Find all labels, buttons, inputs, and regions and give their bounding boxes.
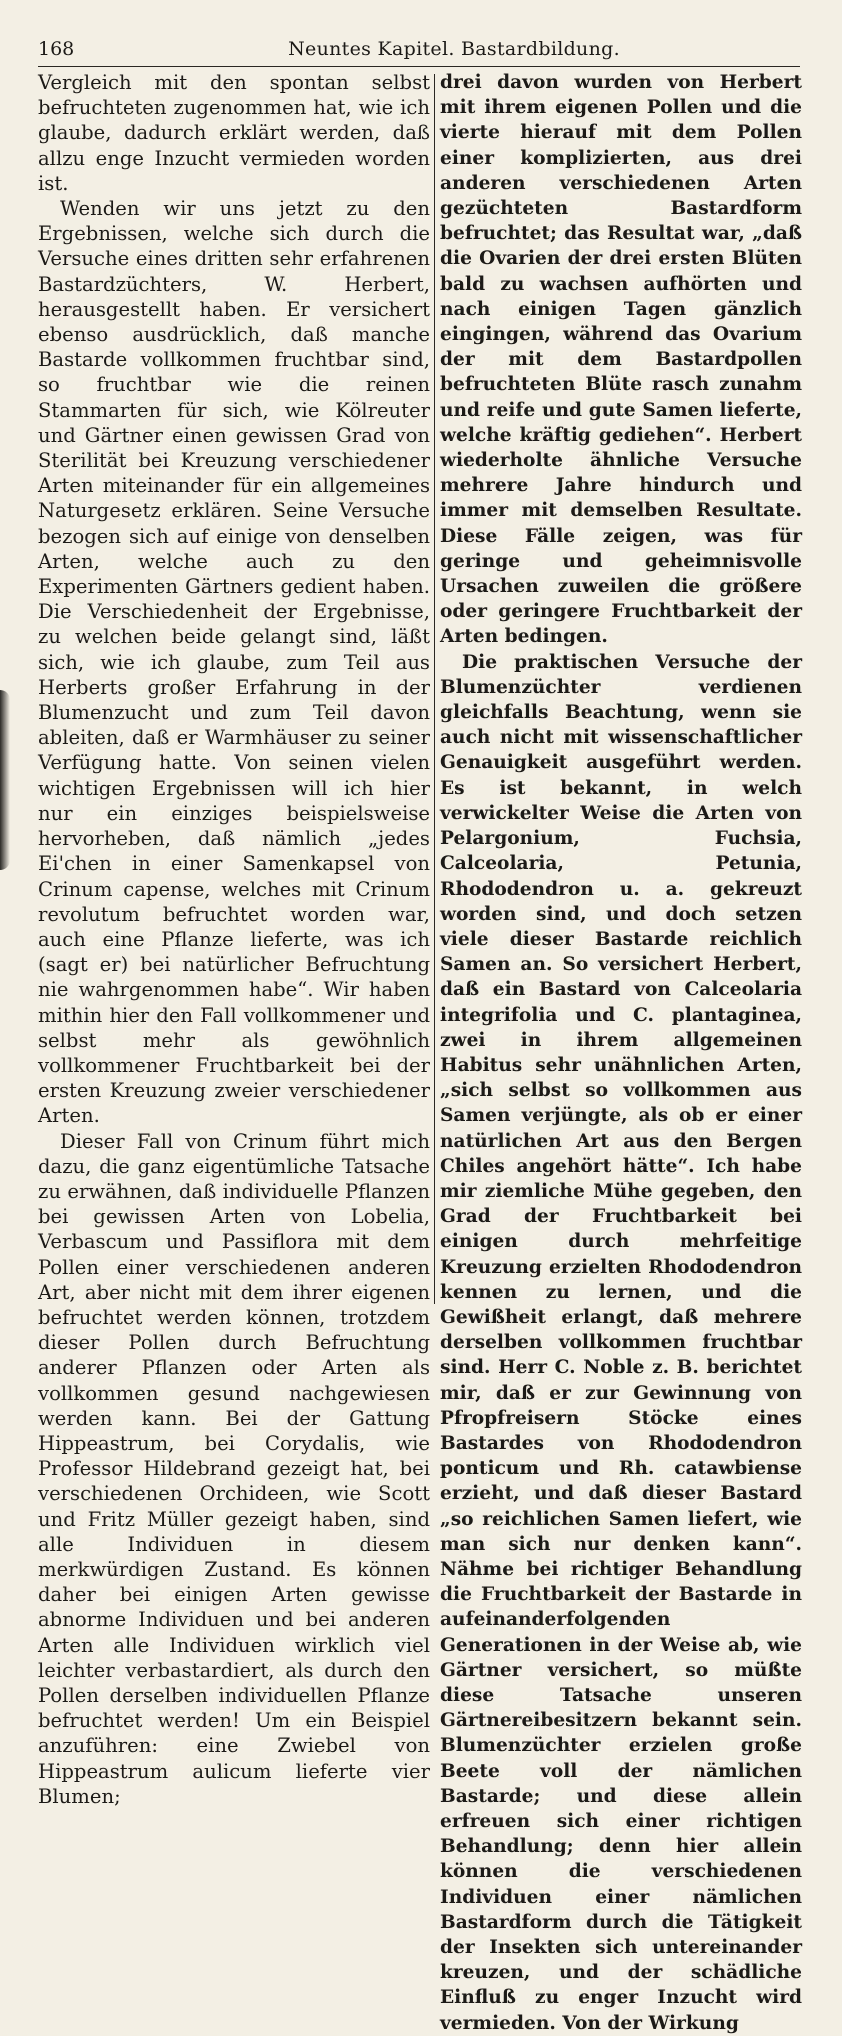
right-column (440, 70, 802, 2036)
paragraph: drei davon wurden von Herbert mit ihrem eigenen Pollen und die vierte hierauf mit dem Pollen einer komplizierten, aus drei anderen verschiedenen Arten gezüchteten Bastardform befruchtet; das Resultat war, „daß die Ovarien der drei ersten Blüten bald zu wachsen aufhörten und nach einigen Tagen gänzlich eingingen, während das Ovarium der mit dem Bastardpollen befruchteten Blüte rasch zunahm und reife und gute Samen lieferte, welche kräftig gediehen“. Herbert wiederholte ähnliche Versuche mehrere Jahre hindurch und immer mit demselben Resultate. Diese Fälle zeigen, was für geringe und geheimnisvolle Ursachen zuweilen die größere oder geringere Fruchtbarkeit der Arten bedingen. (440, 72, 802, 648)
page-header (38, 30, 800, 60)
column-divider (434, 74, 435, 1304)
paragraph: Vergleich mit den spontan selbst befruchteten zugenommen hat, wie ich glaube, dadurch erklärt werden, daß allzu enge Inzucht vermieden worden ist. (38, 71, 430, 195)
header-rule (38, 66, 800, 67)
binding-shadow (0, 690, 10, 870)
paragraph: Dieser Fall von Crinum führt mich dazu, die ganz eigentümliche Tatsache zu erwähnen, daß individuelle Pflanzen bei gewissen Arten von Lobelia, Verbascum und Passiflora mit dem Pollen einer verschiedenen anderen Art, aber nicht mit dem ihrer eigenen befruchtet werden können, trotzdem dieser Pollen durch Befruchtung anderer Pflanzen oder Arten als vollkommen gesund nachgewiesen werden kann. Bei der Gattung Hippeastrum, bei Corydalis, wie Professor Hildebrand gezeigt hat, bei verschiedenen Orchideen, wie Scott und Fritz Müller gezeigt haben, sind alle Individuen in diesem merkwürdigen Zustand. Es können daher bei einigen Arten gewisse abnorme Individuen und bei anderen Arten alle Individuen wirklich viel leichter verbastardiert, als durch den Pollen derselben individuellen Pflanze befruchtet werden! Um ein Beispiel anzuführen: eine Zwiebel von Hippeastrum aulicum lieferte vier Blumen; (38, 1129, 430, 1808)
left-column (38, 70, 430, 1809)
paragraph: Die praktischen Versuche der Blumenzüchter verdienen gleichfalls Beachtung, wenn sie auch nicht mit wissenschaftlicher Genauigkeit ausgeführt werden. Es ist bekannt, in welch verwickelter Weise die Arten von Pelargonium, Fuchsia, Calceolaria, Petunia, Rhododendron u. a. gekreuzt worden sind, und doch setzen viele dieser Bastarde reichlich Samen an. So versichert Herbert, daß ein Bastard von Calceolaria integrifolia und C. plantaginea, zwei in ihrem allgemeinen Habitus sehr unähnlichen Arten, „sich selbst so vollkommen aus Samen verjüngte, als ob er einer natürlichen Art aus den Bergen Chiles angehört hätte“. Ich habe mir ziemliche Mühe gegeben, den Grad der Fruchtbarkeit bei einigen durch mehrfeitige Kreuzung erzielten Rhododendron kennen zu lernen, und die Gewißheit erlangt, daß mehrere derselben vollkommen fruchtbar sind. Herr C. Noble z. B. berichtet mir, daß er zur Gewinnung von Pfropfreisern Stöcke eines Bastardes von Rhododendron ponticum und Rh. catawbiense erzieht, und daß dieser Bastard „so reichlichen Samen liefert, wie man sich nur denken kann“. Nähme bei richtiger Behandlung die Fruchtbarkeit der Bastarde in aufeinanderfolgenden Generationen in der Weise ab, wie Gärtner versichert, so müßte diese Tatsache unseren Gärtnereibesitzern bekannt sein. Blumenzüchter erzielen große Beete voll der nämlichen Bastarde; und diese allein erfreuen sich einer richtigen Behandlung; denn hier allein können die verschiedenen Individuen einer nämlichen Bastardform durch die Tätigkeit der Insekten sich untereinander kreuzen, und der schädliche Einfluß zu enger Inzucht wird vermieden. Von der Wirkung (440, 651, 802, 2034)
running-title: Neuntes Kapitel. Bastardbildung. (288, 38, 620, 60)
page-number: 168 (38, 38, 75, 60)
paragraph: Wenden wir uns jetzt zu den Ergebnissen, welche sich durch die Versuche eines dritten sehr erfahrenen Bastardzüchters, W. Herbert, herausgestellt haben. Er versichert ebenso ausdrücklich, daß manche Bastarde vollkommen fruchtbar sind, so fruchtbar wie die reinen Stammarten für sich, wie Kölreuter und Gärtner einen gewissen Grad von Sterilität bei Kreuzung verschiedener Arten miteinander für ein allgemeines Naturgesetz erklären. Seine Versuche bezogen sich auf einige von denselben Arten, welche auch zu den Experimenten Gärtners gedient haben. Die Verschiedenheit der Ergebnisse, zu welchen beide gelangt sind, läßt sich, wie ich glaube, zum Teil aus Herberts großer Erfahrung in der Blumenzucht und zum Teil davon ableiten, daß er Warmhäuser zu seiner Verfügung hatte. Von seinen vielen wichtigen Ergebnissen will ich hier nur ein einziges beispielsweise hervorheben, daß nämlich „jedes Ei'chen in einer Samenkapsel von Crinum capense, welches mit Crinum revolutum befruchtet worden war, auch eine Pflanze lieferte, was ich (sagt er) bei natürlicher Befruchtung nie wahrgenommen habe“. Wir haben mithin hier den Fall vollkommener und selbst mehr als gewöhnlich vollkommener Fruchtbarkeit bei der ersten Kreuzung zweier verschiedener Arten. (38, 197, 430, 1128)
